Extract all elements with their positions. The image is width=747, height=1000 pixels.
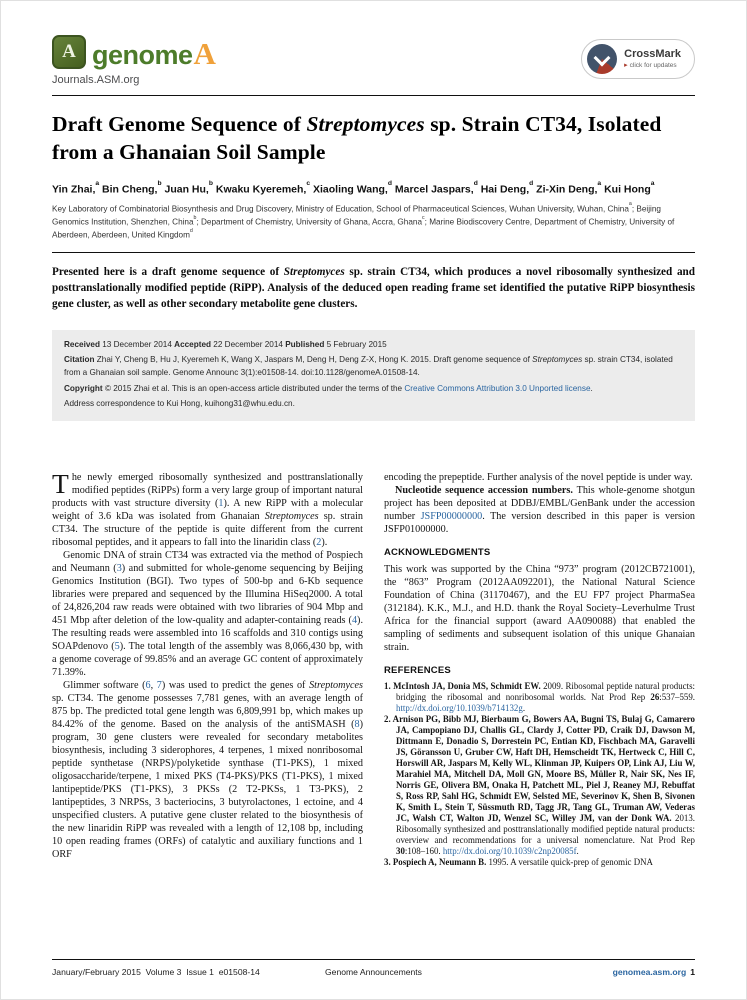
- inline-link[interactable]: JSFP00000000: [420, 511, 483, 523]
- paragraph-sequencing: [52, 549, 363, 679]
- bold-text: 1. McIntosh JA, Donia MS, Schmidt EW.: [384, 681, 541, 692]
- paragraph-intro: [52, 468, 364, 549]
- text-segment: 5 February 2015: [324, 339, 387, 349]
- text-segment: ; Department of Chemistry, University of Ghana, Accra, Ghana: [196, 217, 423, 227]
- superscript: d: [473, 180, 478, 188]
- inline-link[interactable]: 1: [218, 498, 224, 510]
- page-footer: [52, 959, 695, 977]
- text-segment: Zi-Xin Deng,: [533, 183, 598, 196]
- bold-text: Copyright: [64, 383, 103, 393]
- footer-site-link[interactable]: genomea.asm.org: [612, 967, 687, 977]
- logo-word-genome: genome: [92, 40, 193, 70]
- left-column: [52, 468, 364, 868]
- superscript: b: [157, 180, 162, 188]
- references-list: [384, 681, 695, 868]
- italic-text: Streptomyces: [309, 680, 364, 692]
- text-segment: 1995. A versatile quick-prep of genomic DNA: [486, 857, 653, 868]
- text-segment: sp. strain CT34. The structure of the peptide is quite different from the current ribosomal peptides, and it appears to fall into the linaridin class (: [52, 511, 363, 549]
- abstract: [52, 265, 695, 313]
- acknowledgments-heading: ACKNOWLEDGMENTS: [384, 547, 491, 559]
- reference-item-1: [384, 681, 695, 714]
- text-segment: ). A new RiPP with a molecular weight of 3.6 kDa was isolated from Ghanaian: [52, 498, 364, 523]
- superscript: a: [597, 180, 602, 188]
- text-segment: 13 December 2014: [99, 339, 175, 349]
- text-segment: ) program, 30 gene clusters were revealed for secondary metabolites biosynthesis, including 3 siderophores, 4 terpenes, 1 mixed nonribosomal peptide synthetase (NRPS)/polyketide synthase (T1-PKS), 1 mixed oligosaccharide/terpene, 1 mixed PKS (T4-PKS)/PKS (T1-PKS), 1 mixed lantipeptide/PKS (T1-PKS), 3 PKSs (2 T2-PKSs, 1 T3-PKS), 2 lantipeptides, 3 NRPSs, 3 bacteriocins, 3 butyrolactones, 1 ectoine, and 4 unspecified clusters. A putative gene cluster related to the biosynthesis of the new linaridin RiPP was revealed with a length of 12,108 bp, including 10 open reading frames (ORFs) of catalytic and auxiliary functions and 1 ORF: [52, 719, 363, 861]
- text-segment: :108–160.: [404, 846, 443, 857]
- superscript: b: [193, 214, 197, 221]
- inline-link[interactable]: http://dx.doi.org/10.1039/c2np20085f: [442, 846, 577, 857]
- italic-text: Streptomyces: [532, 355, 583, 365]
- crossmark-subtitle: [624, 62, 681, 70]
- italic-text: Streptomyces: [283, 265, 345, 278]
- text-segment: Presented here is a draft genome sequence of: [52, 265, 284, 278]
- text-segment: ,: [150, 680, 157, 692]
- text-segment: ). The resulting reads were assembled into 16 scaffolds and 310 contigs using SOAPdenovo (: [52, 615, 363, 653]
- right-column: [384, 471, 695, 868]
- dropcap: T: [52, 468, 69, 500]
- footer-site-and-page: [458, 967, 695, 977]
- references-heading: REFERENCES: [384, 665, 451, 677]
- text-segment: . The version described in this paper is version JSFP01000000.: [384, 511, 696, 536]
- italic-text: Streptomyces: [306, 112, 425, 136]
- inline-link[interactable]: 2: [316, 537, 322, 549]
- reference-item-3: [384, 857, 695, 868]
- text-segment: 2013. Ribosomally synthesized and posttranslationally modified peptide natural products: overview and recommendations for a universal nomenclature. Nat Prod Rep: [396, 813, 696, 846]
- affiliations: [52, 203, 695, 243]
- text-segment: sp. Strain CT34, Isolated from a Ghanaian Soil Sample: [52, 112, 662, 164]
- text-segment: Yin Zhai,: [52, 183, 96, 196]
- crossmark-arrow-icon: ▸: [624, 62, 628, 70]
- text-segment: Kui Hong: [601, 183, 651, 196]
- text-segment: ; Marine Biodiscovery Centre, Department of Chemistry, University of Aberdeen, Aberdeen, United Kingdom: [52, 217, 675, 241]
- inline-link[interactable]: 4: [351, 615, 358, 627]
- bold-text: 3. Pospiech A, Neumann B.: [384, 857, 487, 868]
- text-segment: ). The total length of the assembly was 8,066,430 bp, with a genome coverage of 99.85% and an average GC content of approximately 71.39%.: [52, 641, 364, 679]
- inline-link[interactable]: 5: [114, 641, 120, 653]
- paragraph-intro-text: [52, 468, 364, 549]
- crossmark-subtitle-text: click for updates: [629, 62, 677, 70]
- text-segment: Marcel Jaspars,: [391, 183, 474, 196]
- inline-link[interactable]: 3: [116, 563, 122, 575]
- text-segment: ) was used to predict the genes of: [161, 680, 310, 692]
- text-segment: Address correspondence to Kui Hong, kuihong31@whu.edu.cn.: [64, 399, 295, 409]
- superscript: a: [650, 180, 655, 188]
- bold-text: Received: [64, 339, 100, 349]
- text-segment: This whole-genome shotgun project has been deposited at DDBJ/EMBL/GenBank under the accession number: [384, 485, 695, 523]
- text-segment: .: [522, 703, 526, 714]
- masthead: [52, 35, 695, 86]
- abstract-rule: [52, 252, 695, 253]
- footer-page-number: 1: [690, 967, 695, 977]
- article-title: [52, 111, 695, 166]
- text-segment: Bin Cheng,: [99, 183, 158, 196]
- text-segment: encoding the prepeptide. Further analysis of the novel peptide is under way.: [384, 472, 693, 484]
- correspondence-line: [64, 398, 683, 411]
- text-segment: .: [576, 846, 579, 857]
- superscript: d: [529, 180, 534, 188]
- superscript: c: [306, 180, 311, 188]
- footer-journal-name: Genome Announcements: [325, 967, 422, 977]
- superscript: c: [422, 214, 425, 221]
- text-segment: Xiaoling Wang,: [310, 183, 388, 196]
- superscript: a: [95, 180, 100, 188]
- genomea-wordmark: [92, 38, 216, 69]
- italic-text: Streptomyces: [264, 511, 319, 523]
- superscript: d: [189, 228, 193, 235]
- acknowledgments-text: [384, 563, 695, 654]
- superscript: b: [208, 180, 213, 188]
- superscript: a: [628, 201, 632, 208]
- received-accepted-published-line: [64, 339, 683, 352]
- text-segment: Key Laboratory of Combinatorial Biosynthesis and Drug Discovery, Ministry of Education, School of Pharmaceutical Sciences, Wuhan University, Wuhan, China: [52, 204, 629, 214]
- bold-text: Nucleotide sequence accession numbers.: [395, 485, 577, 497]
- crossmark-icon: [587, 44, 617, 74]
- text-segment: Juan Hu,: [161, 183, 209, 196]
- genomea-logo: [52, 35, 216, 86]
- paragraph-accession-numbers: [384, 484, 695, 536]
- text-segment: Glimmer software (: [63, 680, 146, 692]
- article-info-box: [52, 330, 695, 422]
- text-segment: This work was supported by the China “973” program (2012CB721001), the “863” Program (2012AA092201), the National Natural Science Foundation of China (31170467), and the EU FP7 project PharmaSea (312184). K.K., M.J., and H.D. thank the Royal Society–Leverhulme Trust Africa for the financial support (award AA090088) that enabled the sampling of sediments and subsequent isolation of this unique Ghanaian strain.: [384, 564, 695, 654]
- body-columns: [52, 468, 696, 868]
- bold-text: 26: [650, 692, 660, 703]
- paragraph-annotation: [52, 679, 363, 861]
- crossmark-badge[interactable]: [581, 39, 695, 79]
- logo-letter-a: A: [193, 36, 216, 71]
- bold-text: 30: [396, 846, 405, 857]
- inline-link[interactable]: 7: [156, 680, 162, 692]
- citation-line: [64, 354, 683, 379]
- bold-text: Accepted: [174, 339, 212, 349]
- text-segment: ; Beijing Genomics Institution, Shenzhen, China: [52, 204, 661, 227]
- inline-link[interactable]: Creative Commons Attribution 3.0 Unported license: [404, 383, 591, 393]
- paragraph-continuation: [384, 471, 695, 484]
- bold-text: Published: [285, 339, 325, 349]
- bold-text: 2. Arnison PG, Bibb MJ, Bierbaum G, Bowers AA, Bugni TS, Bulaj G, Camarero JA, Campopiano DJ, Challis GL, Clardy J, Cotter PD, Craik DJ, Dawson M, Dittmann E, Donadio S, Dorrestein PC, Entian KD, Fischbach MA, Garavelli JS, Göransson U, Gruber CW, Haft DH, Hemscheidt TK, Hertweck C, Hill C, Horswill AR, Jaspars M, Kelly WL, Klinman JP, Kuipers OP, Link AJ, Liu W, Marahiel MA, Mitchell DA, Moll GN, Moore BS, Müller R, Nair SK, Nes IF, Norris GE, Olivera BM, Onaka H, Patchett ML, Piel J, Reaney MJ, Rebuffat S, Ross RP, Sahl HG, Schmidt EW, Selsted ME, Severinov K, Shen B, Sivonen K, Smith L, Stein T, Süssmuth RD, Tagg JR, Tang GL, Truman AW, Vederas JC, Walsh CT, Walton JD, Wenzel SC, Willey JM, van der Donk WA.: [384, 714, 695, 824]
- text-segment: sp. CT34. The genome possesses 7,781 genes, with an average length of 875 bp. The predicted total gene length was 6,809,991 bp, which makes up 84.42% of the genome. Based on the analysis of the antiSMASH (: [52, 693, 363, 731]
- text-segment: .: [590, 383, 593, 393]
- crossmark-title: CrossMark: [624, 48, 681, 61]
- inline-link[interactable]: 6: [145, 680, 151, 692]
- inline-link[interactable]: 8: [354, 719, 360, 731]
- genomea-logo-icon: [52, 35, 86, 69]
- text-segment: Hai Deng,: [477, 183, 530, 196]
- text-segment: he newly emerged ribosomally synthesized and posttranslationally modified peptides (RiPPs) form a very large group of important natural products with vast structure diversity (: [52, 472, 363, 510]
- text-segment: © 2015 Zhai et al. This is an open-access article distributed under the terms of the: [102, 383, 405, 393]
- footer-issue-info: January/February 2015 Volume 3 Issue 1 e01508-14: [52, 967, 260, 977]
- reference-item-2: [384, 714, 695, 857]
- text-segment: Kwaku Kyeremeh,: [212, 183, 307, 196]
- text-segment: ) and submitted for whole-genome sequencing by Beijing Genomics Institution (BGI). Two types of 500-bp and 6-Kb sequence libraries were prepared and sequenced by the Illumina HiSeq2000. A total of 24,826,204 raw reads were obtained with two libraries of 904 Mbp and 451 Mbp after deletion of the low-quality and adapter-containing reads (: [52, 563, 363, 627]
- text-segment: :537–559.: [659, 692, 695, 703]
- superscript: d: [387, 180, 392, 188]
- text-segment: sp. strain CT34, which produces a novel ribosomally synthesized and posttranslationally modified peptide (RiPP). Analysis of the deduced open reading frame set identified the putative RiPP biosynthesis gene cluster, as well as other secondary metabolite gene clusters.: [52, 265, 695, 310]
- text-segment: 22 December 2014: [211, 339, 286, 349]
- text-segment: sp. strain CT34, isolated from a Ghanaian soil sample. Genome Announc 3(1):e01508-14. doi:10.1128/genomeA.01508-14.: [64, 355, 673, 377]
- inline-link[interactable]: http://dx.doi.org/10.1039/b714132g: [396, 703, 523, 714]
- journals-asm-tagline: Journals.ASM.org: [52, 74, 140, 86]
- text-segment: Genomic DNA of strain CT34 was extracted via the method of Pospiech and Neumann (: [52, 550, 363, 575]
- text-segment: ).: [321, 537, 328, 549]
- text-segment: 2009. Ribosomal peptide natural products: bridging the ribosomal and nonribosomal worlds. Nat Prod Rep: [396, 681, 695, 703]
- header-rule: [52, 95, 695, 96]
- bold-text: Citation: [64, 355, 95, 365]
- text-segment: Zhai Y, Cheng B, Hu J, Kyeremeh K, Wang X, Jaspars M, Deng H, Deng Z-X, Hong K. 2015. Draft genome sequence of: [94, 355, 533, 365]
- authors-line: [52, 180, 695, 196]
- text-segment: Draft Genome Sequence of: [52, 112, 307, 136]
- copyright-line: [64, 383, 683, 396]
